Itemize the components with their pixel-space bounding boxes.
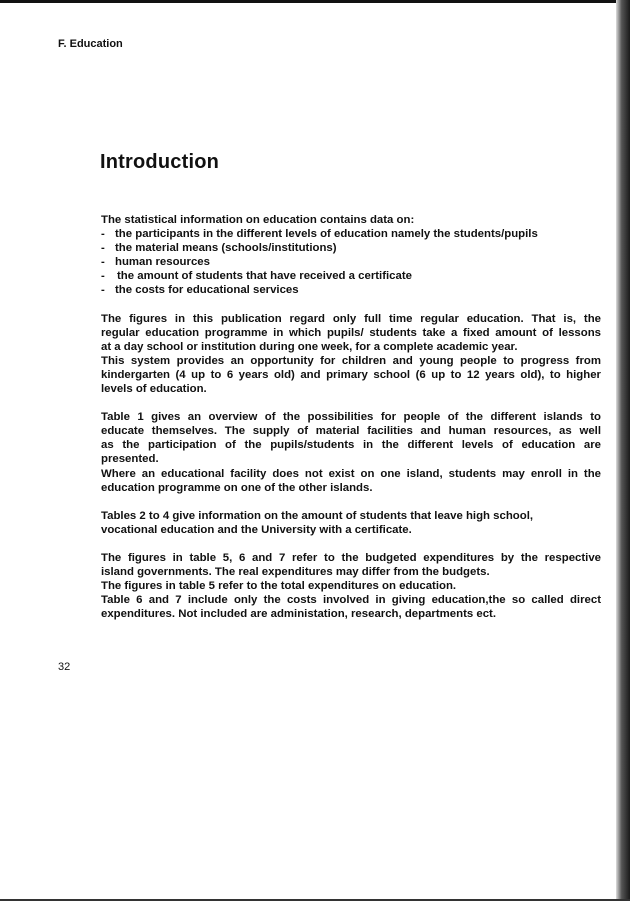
bullet-dash: -	[101, 256, 105, 269]
text-line: kindergarten (4 up to 6 years old) and primary school (6 up to 12 years old), to higher	[101, 368, 601, 381]
paragraph-expenditures	[101, 551, 601, 621]
list-item	[101, 241, 601, 255]
running-header: F. Education	[58, 38, 123, 50]
text-line: at a day school or institution during one week, for a complete academic year.	[101, 340, 518, 353]
paragraph-scope	[101, 312, 601, 397]
list-item-text: the amount of students that have received a certificate	[117, 270, 412, 283]
list-item-text: the participants in the different levels of education namely the students/pupils	[115, 228, 538, 241]
bullet-dash: -	[101, 284, 105, 297]
list-item	[101, 283, 601, 297]
text-line: The figures in this publication regard only full time regular education. That is, the	[101, 312, 601, 325]
body-text	[101, 0, 601, 641]
text-line: regular education programme in which pupils/ students take a fixed amount of lessons	[101, 326, 601, 339]
bullet-list	[101, 227, 601, 297]
text-line: educate themselves. The supply of material facilities and human resources, as well	[101, 425, 601, 438]
bullet-dash: -	[101, 270, 105, 283]
text-line: The figures in table 5, 6 and 7 refer to the budgeted expenditures by the respective	[101, 551, 601, 564]
list-item-text: the material means (schools/institutions)	[115, 242, 337, 255]
list-item-text: human resources	[115, 256, 210, 269]
page-title: Introduction	[100, 151, 220, 173]
list-item	[101, 227, 601, 241]
text-line: vocational education and the University with a certificate.	[101, 523, 412, 536]
text-line: presented.	[101, 453, 159, 466]
text-line: as the participation of the pupils/students in the different levels of education are	[101, 439, 601, 452]
text-line: Table 1 gives an overview of the possibilities for people of the different islands to	[101, 411, 601, 424]
text-line: island governments. The real expenditures may differ from the budgets.	[101, 565, 490, 578]
scan-right-edge	[616, 0, 630, 901]
text-line: education programme on one of the other islands.	[101, 481, 373, 494]
paragraph-tables-2-4	[101, 509, 601, 537]
page-number: 32	[58, 661, 71, 674]
list-item	[101, 255, 601, 269]
bullet-dash: -	[101, 228, 105, 241]
text-line: expenditures. Not included are administation, research, departments ect.	[101, 608, 496, 621]
paragraph-table1	[101, 410, 601, 495]
bullet-dash: -	[101, 242, 105, 255]
text-line: Tables 2 to 4 give information on the amount of students that leave high school,	[101, 509, 534, 522]
text-line: Where an educational facility does not exist on one island, students may enroll in the	[101, 467, 601, 480]
text-line: levels of education.	[101, 383, 207, 396]
intro-line: The statistical information on education contains data on:	[101, 214, 415, 226]
text-line: The figures in table 5 refer to the total expenditures on education.	[101, 580, 457, 593]
text-line: This system provides an opportunity for children and young people to progress from	[101, 354, 601, 367]
list-item	[101, 269, 601, 283]
text-line: Table 6 and 7 include only the costs involved in giving education,the so called direct	[101, 594, 601, 607]
list-item-text: the costs for educational services	[115, 284, 299, 297]
